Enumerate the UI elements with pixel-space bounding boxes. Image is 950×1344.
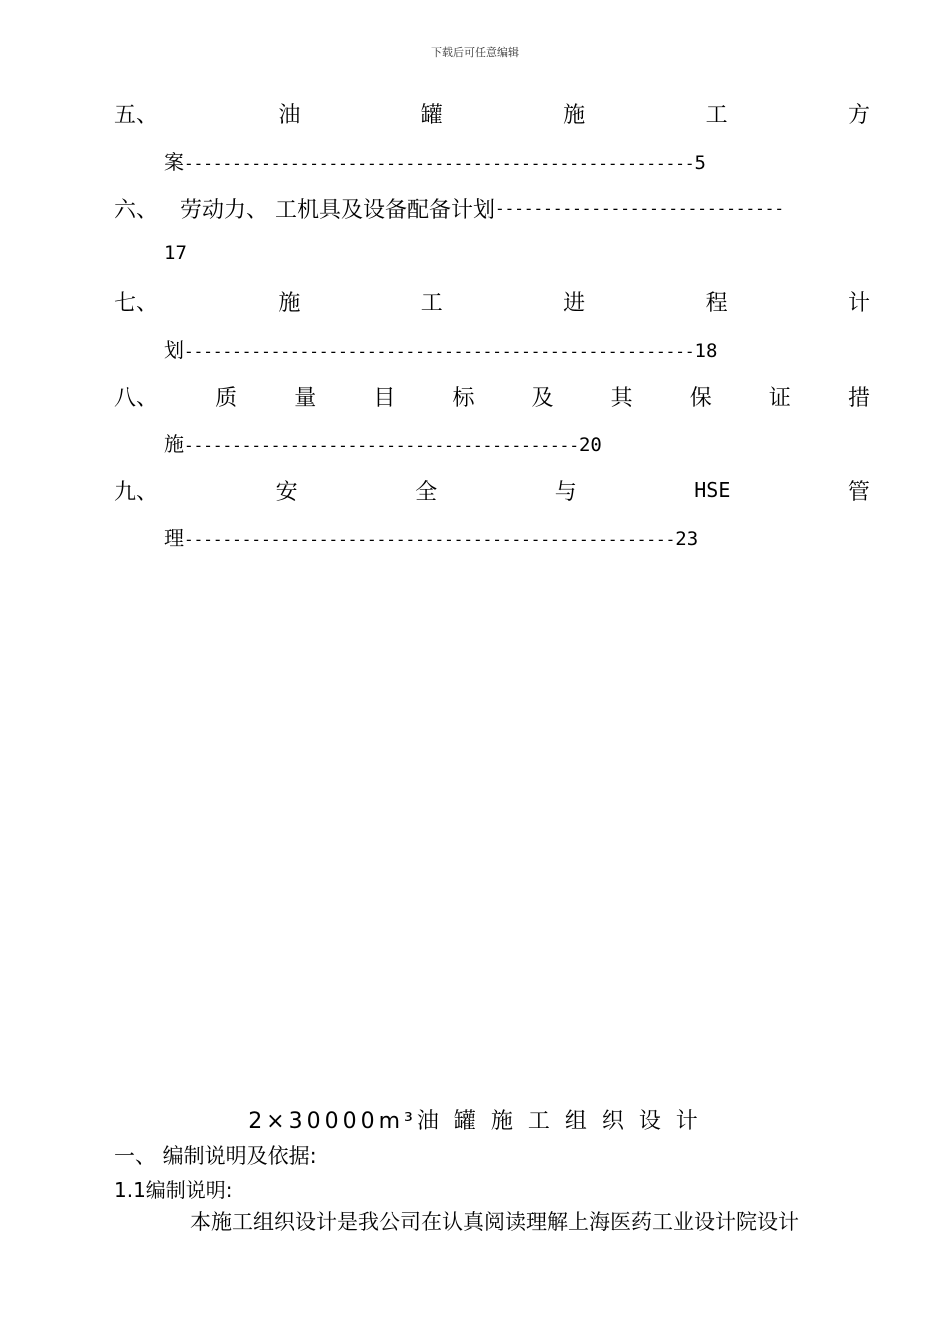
toc-char: HSE — [694, 478, 731, 502]
toc-char: 安 — [275, 479, 298, 505]
toc-char: 施 — [563, 102, 586, 128]
toc-char: 证 — [768, 385, 791, 411]
toc-item-6 — [114, 190, 870, 226]
toc-page-number: 23 — [675, 528, 699, 550]
toc-title: 劳动力、 工机具及设备配备计划 — [180, 197, 496, 223]
toc-char: 程 — [705, 290, 728, 316]
toc-continuation — [164, 240, 187, 264]
toc-continuation — [164, 334, 717, 363]
toc-item-7 — [114, 283, 870, 319]
toc-number: 九、 — [114, 479, 159, 505]
toc-number: 六、 — [114, 197, 159, 223]
toc-leader: ------------------------------ — [495, 198, 784, 218]
page-header: 下载后可任意编辑 — [431, 46, 519, 59]
toc-char: 方 — [847, 102, 870, 128]
toc-leader: ----------------------------------------------------- — [184, 154, 695, 173]
toc-char: 罐 — [420, 102, 443, 128]
toc-number: 八、 — [114, 385, 159, 411]
toc-char: 管 — [847, 479, 870, 505]
toc-char: 案 — [164, 150, 184, 174]
toc-number: 七、 — [114, 290, 159, 316]
toc-char: 全 — [415, 479, 438, 505]
toc-number: 五、 — [114, 102, 159, 128]
toc-char: 其 — [610, 385, 633, 411]
toc-item-5 — [114, 95, 870, 131]
toc-page-number: 20 — [578, 434, 602, 456]
toc-char: 措 — [847, 385, 870, 411]
toc-char: 目 — [373, 385, 396, 411]
toc-page-number: 17 — [164, 242, 187, 264]
body-paragraph: 本施工组织设计是我公司在认真阅读理解上海医药工业设计院设计 — [190, 1210, 799, 1234]
toc-char: 油 — [278, 102, 301, 128]
toc-continuation — [164, 428, 602, 457]
document-title: 2×30000m³油 罐 施 工 组 织 设 计 — [248, 1109, 702, 1134]
toc-char: 施 — [164, 432, 184, 456]
toc-char: 保 — [689, 385, 712, 411]
toc-char: 计 — [847, 290, 870, 316]
toc-item-9 — [114, 472, 870, 508]
toc-page-number: 18 — [694, 340, 718, 362]
section-heading: 一、 编制说明及依据: — [114, 1144, 317, 1168]
toc-char: 划 — [164, 338, 184, 362]
toc-char: 施 — [278, 290, 301, 316]
toc-leader: --------------------------------------------------- — [184, 530, 676, 549]
toc-leader: ----------------------------------------- — [184, 436, 579, 455]
toc-page-number: 5 — [694, 152, 706, 174]
toc-char: 工 — [420, 290, 443, 316]
toc-item-8 — [114, 378, 870, 414]
toc-char: 质 — [215, 385, 238, 411]
toc-char: 标 — [452, 385, 475, 411]
toc-char: 理 — [164, 526, 184, 550]
toc-char: 及 — [531, 385, 554, 411]
toc-continuation — [164, 146, 706, 175]
toc-continuation — [164, 522, 698, 551]
subsection-heading: 1.1编制说明: — [114, 1178, 233, 1202]
toc-char: 工 — [705, 102, 728, 128]
toc-char: 与 — [554, 479, 577, 505]
toc-char: 进 — [563, 290, 586, 316]
toc-char: 量 — [294, 385, 317, 411]
toc-leader: ----------------------------------------------------- — [184, 342, 695, 361]
